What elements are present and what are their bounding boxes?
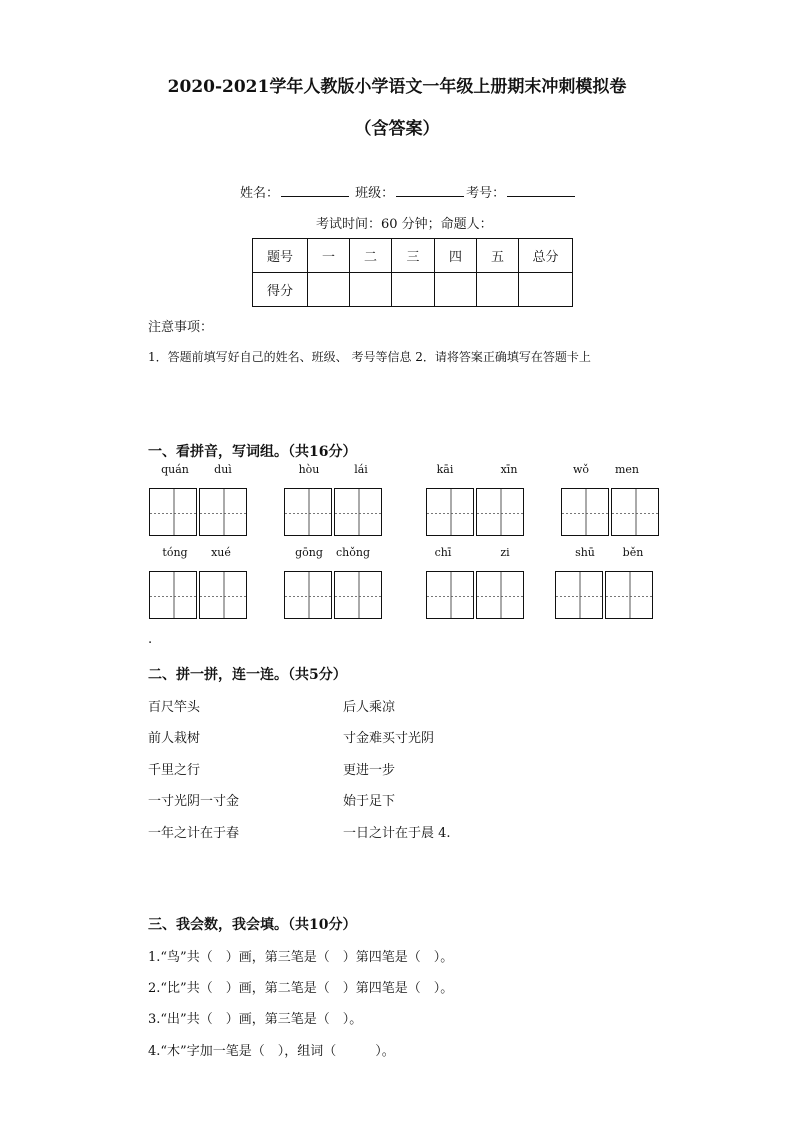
pinyin: hòu <box>298 463 320 476</box>
writing-grid[interactable] <box>611 488 659 536</box>
header-cell: 三 <box>392 239 435 273</box>
title-line2: （含答案） <box>354 119 440 139</box>
section3-title: 三、我会数，我会填。（共10分） <box>148 917 357 933</box>
pinyin: běn <box>622 546 644 559</box>
pinyin: zi <box>500 546 510 559</box>
writing-grid[interactable] <box>199 488 247 536</box>
idiom-left: 一寸光阴一寸金 <box>148 794 240 809</box>
pinyin: gōng <box>295 546 323 559</box>
pinyin: chī <box>434 546 452 559</box>
score-table-row <box>253 273 573 307</box>
score-table-header <box>253 239 573 273</box>
pinyin: duì <box>214 463 232 476</box>
pinyin: tóng <box>162 546 188 559</box>
score-cell[interactable] <box>350 273 392 307</box>
writing-grid[interactable] <box>605 571 653 619</box>
writing-grid[interactable] <box>476 488 524 536</box>
header-cell: 总分 <box>519 239 573 273</box>
writing-grid[interactable] <box>284 571 332 619</box>
writing-grid[interactable] <box>334 571 382 619</box>
header-cell: 二 <box>350 239 392 273</box>
writing-grid[interactable] <box>149 488 197 536</box>
header-cell: 题号 <box>253 239 308 273</box>
row-label: 得分 <box>253 273 308 307</box>
score-cell[interactable] <box>308 273 350 307</box>
pinyin: xīn <box>500 463 518 476</box>
idiom-right: 始于足下 <box>343 794 396 809</box>
pinyin: chǒng <box>336 546 370 559</box>
notes-title: 注意事项： <box>148 320 214 335</box>
stray-dot: . <box>148 632 153 647</box>
score-table <box>252 238 573 307</box>
section1-title: 一、看拼音，写词组。（共16分） <box>148 444 357 460</box>
writing-grid[interactable] <box>284 488 332 536</box>
idiom-right: 后人乘凉 <box>343 700 396 715</box>
writing-grid[interactable] <box>426 488 474 536</box>
idiom-left: 一年之计在于春 <box>148 826 240 841</box>
writing-grid[interactable] <box>555 571 603 619</box>
header-cell: 一 <box>308 239 350 273</box>
writing-grid[interactable] <box>476 571 524 619</box>
idiom-left: 百尺竿头 <box>148 700 201 715</box>
writing-grid[interactable] <box>561 488 609 536</box>
pinyin: wǒ <box>572 463 590 476</box>
pinyin: shū <box>575 546 595 559</box>
question-item: 4.“木”字加一笔是（ ），组词（ ）。 <box>148 1044 395 1059</box>
class-label: 班级： <box>355 186 395 201</box>
pinyin: lái <box>354 463 368 476</box>
pinyin: men <box>614 463 640 476</box>
idiom-right: 一日之计在于晨 4. <box>343 826 451 841</box>
header-cell: 四 <box>435 239 477 273</box>
writing-grid[interactable] <box>199 571 247 619</box>
title-line1: 2020-2021学年人教版小学语文一年级上册期末冲刺模拟卷 <box>167 77 627 97</box>
writing-grid[interactable] <box>149 571 197 619</box>
number-blank[interactable] <box>507 184 575 197</box>
header-cell: 五 <box>477 239 519 273</box>
question-item: 3.“出”共（ ）画，第三笔是（ ）。 <box>148 1012 363 1027</box>
class-blank[interactable] <box>396 184 464 197</box>
pinyin: xué <box>211 546 231 559</box>
exam-time: 考试时间：60 分钟；命题人： <box>316 217 493 232</box>
pinyin: quán <box>161 463 189 476</box>
writing-grid[interactable] <box>426 571 474 619</box>
notes-text: 1．答题前填写好自己的姓名、班级、 考号等信息 2．请将答案正确填写在答题卡上 <box>148 350 591 364</box>
name-label: 姓名： <box>240 186 280 201</box>
idiom-right: 更进一步 <box>343 763 396 778</box>
score-cell[interactable] <box>477 273 519 307</box>
score-cell[interactable] <box>519 273 573 307</box>
idiom-left: 千里之行 <box>148 763 201 778</box>
idiom-right: 寸金难买寸光阴 <box>343 731 435 746</box>
score-cell[interactable] <box>392 273 435 307</box>
section2-title: 二、拼一拼，连一连。（共5分） <box>148 667 347 683</box>
writing-grid[interactable] <box>334 488 382 536</box>
student-info <box>240 182 577 201</box>
question-item: 2.“比”共（ ）画，第二笔是（ ）第四笔是（ ）。 <box>148 981 454 996</box>
idiom-left: 前人栽树 <box>148 731 201 746</box>
question-item: 1.“鸟”共（ ）画，第三笔是（ ）第四笔是（ ）。 <box>148 950 454 965</box>
score-cell[interactable] <box>435 273 477 307</box>
name-blank[interactable] <box>281 184 349 197</box>
number-label: 考号： <box>466 186 506 201</box>
pinyin: kāi <box>436 463 454 476</box>
